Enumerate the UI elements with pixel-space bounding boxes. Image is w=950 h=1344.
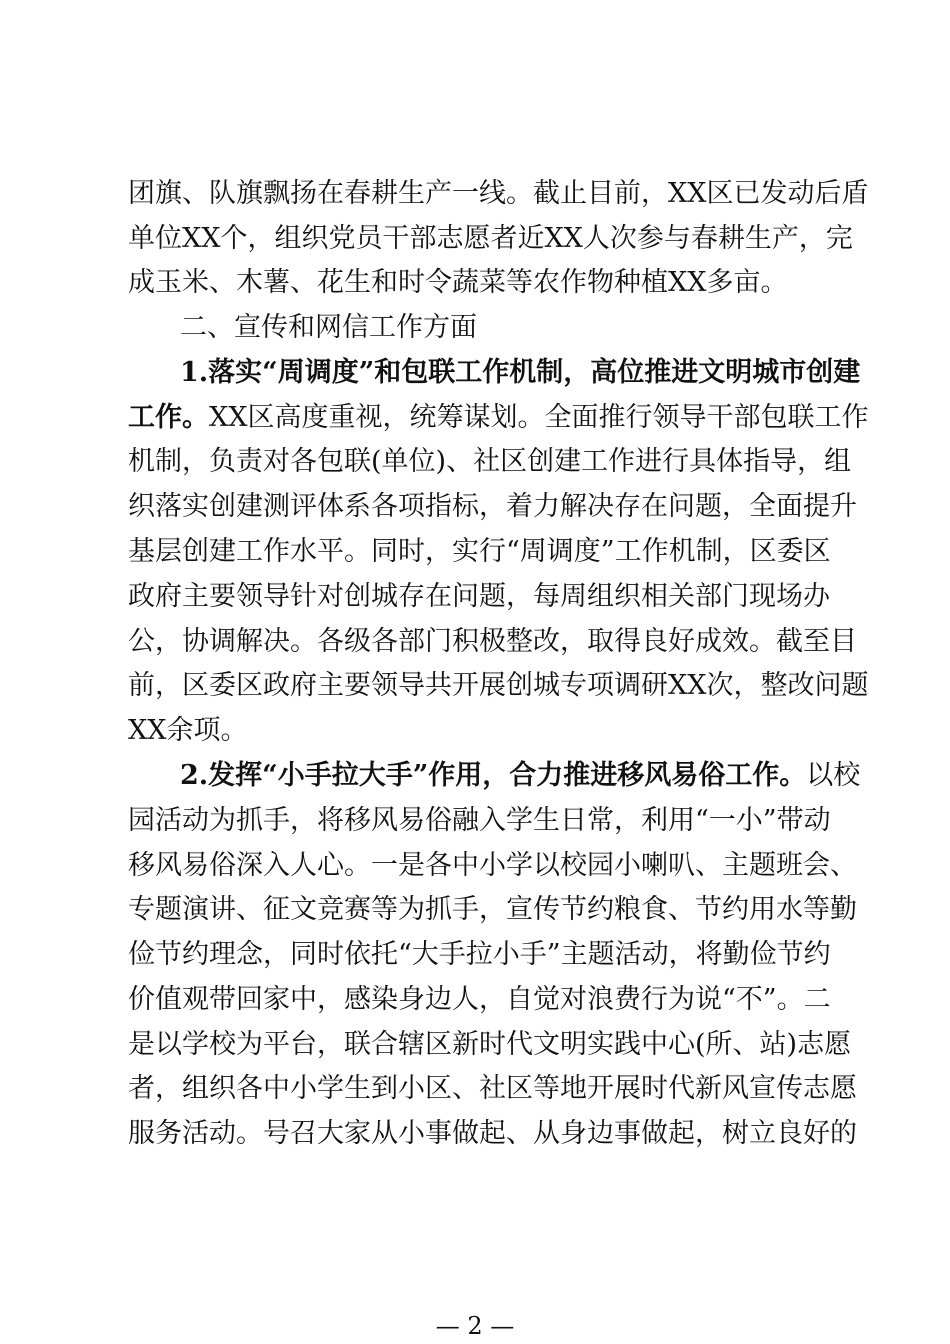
- paragraph-line: 价值观带回家中，感染身边人，自觉对浪费行为说“不”。二: [128, 984, 831, 1015]
- paragraph-line: [128, 396, 950, 440]
- paragraph-line: 园活动为抓手，将移风易俗融入学生日常，利用“一小”带动: [128, 805, 831, 836]
- item-1-title-end: 工作。: [128, 402, 209, 433]
- page-number: — 2 —: [435, 1312, 515, 1340]
- paragraph-line: 团旗、队旗飘扬在春耕生产一线。截止目前，XX区已发动后盾: [128, 178, 869, 209]
- paragraph-line: 专题演讲、征文竞赛等为抓手，宣传节约粮食、节约用水等勤: [128, 894, 857, 925]
- paragraph-line: 机制，负责对各包联(单位)、社区创建工作进行具体指导，组: [128, 446, 852, 477]
- paragraph-line: 者，组织各中小学生到小区、社区等地开展时代新风宣传志愿: [128, 1073, 857, 1104]
- item-1-title: [180, 351, 950, 395]
- paragraph-line: 公，协调解决。各级各部门积极整改，取得良好成效。截至目: [128, 626, 857, 657]
- paragraph-line: 俭节约理念，同时依托“大手拉小手”主题活动，将勤俭节约: [128, 939, 831, 970]
- item-2-title-text: 2.发挥“小手拉大手”作用，合力推进移风易俗工作。: [180, 760, 807, 791]
- paragraph-line: 成玉米、木薯、花生和时令蔬菜等农作物种植XX多亩。: [128, 267, 788, 298]
- item-2-title: [180, 754, 950, 798]
- paragraph-line: 基层创建工作水平。同时，实行“周调度”工作机制，区委区: [128, 536, 831, 567]
- item-2-body-text: 以校: [806, 760, 861, 791]
- item-1-body-text: XX区高度重视，统筹谋划。全面推行领导干部包联工作: [209, 402, 869, 433]
- paragraph-line: 政府主要领导针对创城存在问题，每周组织相关部门现场办: [128, 581, 830, 612]
- paragraph-line: XX余项。: [128, 715, 248, 746]
- paragraph-line: 移风易俗深入人心。一是各中小学以校园小喇叭、主题班会、: [128, 850, 857, 881]
- paragraph-line: 单位XX个，组织党员干部志愿者近XX人次参与春耕生产，完: [128, 223, 853, 254]
- section-heading: 二、宣传和网信工作方面: [180, 312, 477, 343]
- paragraph-line: 前，区委区政府主要领导共开展创城专项调研XX次，整改问题: [128, 670, 869, 701]
- paragraph-line: 织落实创建测评体系各项指标，着力解决存在问题，全面提升: [128, 491, 857, 522]
- paragraph-line: 是以学校为平台，联合辖区新时代文明实践中心(所、站)志愿: [128, 1029, 852, 1060]
- paragraph-line: 服务活动。号召大家从小事做起、从身边事做起，树立良好的: [128, 1118, 857, 1149]
- item-1-title-text: 1.落实“周调度”和包联工作机制，高位推进文明城市创建: [180, 357, 861, 388]
